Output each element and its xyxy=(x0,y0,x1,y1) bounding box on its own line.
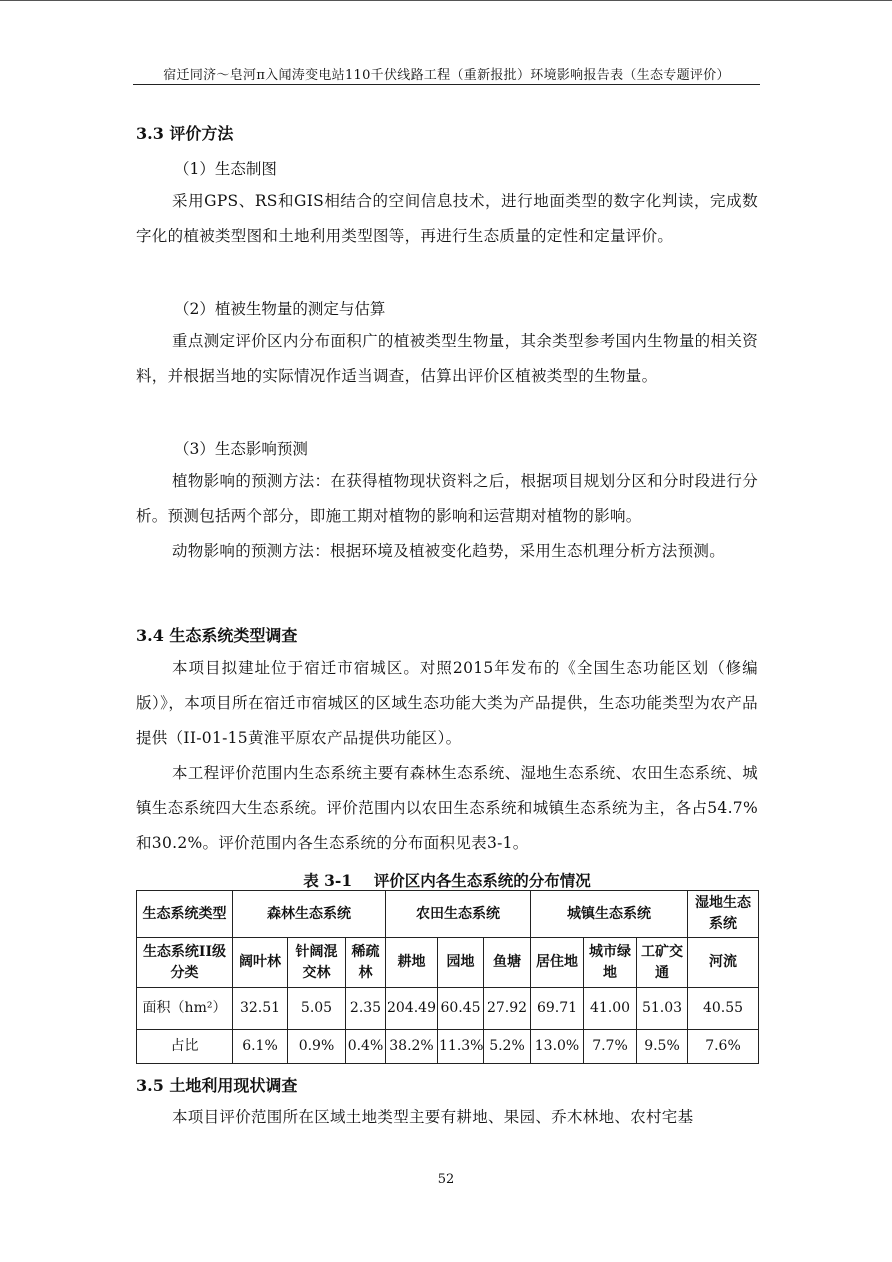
table-header-row-2 xyxy=(137,938,759,988)
table-cell: 7.7% xyxy=(584,1030,637,1064)
page-number: 52 xyxy=(437,1172,455,1187)
table-cell: 13.0% xyxy=(531,1030,584,1064)
section-3-4-title: 3.4 生态系统类型调查 xyxy=(136,626,298,645)
header-cell: 阔叶林 xyxy=(233,938,288,988)
header-cell: 稀疏林 xyxy=(346,938,386,988)
subheading-impact-prediction: （3）生态影响预测 xyxy=(174,440,308,458)
table-header-row-1 xyxy=(137,891,759,938)
header-cell: 城市绿地 xyxy=(584,938,637,988)
header-cell: 鱼塘 xyxy=(484,938,531,988)
row-label-area: 面积（hm²） xyxy=(137,988,233,1030)
paragraph-mapping: 采用GPS、RS和GIS相结合的空间信息技术，进行地面类型的数字化判读，完成数字化的植被类型图和土地利用类型图等，再进行生态质量的定性和定量评价。 xyxy=(136,192,758,245)
table-cell: 69.71 xyxy=(531,988,584,1030)
header-cell: 居住地 xyxy=(531,938,584,988)
top-border xyxy=(0,0,892,1)
table-cell: 60.45 xyxy=(438,988,484,1030)
paragraph-land-use: 本项目评价范围所在区域土地类型主要有耕地、果园、乔木林地、农村宅基 xyxy=(172,1108,694,1126)
table-row-area xyxy=(137,988,759,1030)
paragraph-plant-impact: 植物影响的预测方法：在获得植物现状资料之后，根据项目规划分区和分时段进行分析。预测包括两个部分，即施工期对植物的影响和运营期对植物的影响。 xyxy=(136,472,758,525)
paragraph-biomass: 重点测定评价区内分布面积广的植被类型生物量，其余类型参考国内生物量的相关资料，并根据当地的实际情况作适当调查，估算出评价区植被类型的生物量。 xyxy=(136,332,758,385)
paragraph-location: 本项目拟建址位于宿迁市宿城区。对照2015年发布的《全国生态功能区划（修编版）》，本项目所在宿迁市宿城区的区域生态功能大类为产品提供，生态功能类型为农产品提供（II-01-15黄淮平原农产品提供功能区）。 xyxy=(136,659,758,747)
table-cell: 5.2% xyxy=(484,1030,531,1064)
table-caption: 表 3-1 评价区内各生态系统的分布情况 xyxy=(303,871,591,890)
table-cell: 40.55 xyxy=(688,988,759,1030)
table-cell: 0.4% xyxy=(346,1030,386,1064)
table-cell: 9.5% xyxy=(637,1030,688,1064)
table-cell: 7.6% xyxy=(688,1030,759,1064)
table-cell: 0.9% xyxy=(288,1030,346,1064)
paragraph-ecosystem-types: 本工程评价范围内生态系统主要有森林生态系统、湿地生态系统、农田生态系统、城镇生态系统四大生态系统。评价范围内以农田生态系统和城镇生态系统为主，各占54.7%和30.2%。评价范围内各生态系统的分布面积见表3-1。 xyxy=(136,764,758,852)
paragraph-animal-impact: 动物影响的预测方法：根据环境及植被变化趋势，采用生态机理分析方法预测。 xyxy=(172,542,726,560)
header-urban-ecosystem: 城镇生态系统 xyxy=(531,891,688,938)
header-farmland-ecosystem: 农田生态系统 xyxy=(386,891,531,938)
table-cell: 6.1% xyxy=(233,1030,288,1064)
table-cell: 41.00 xyxy=(584,988,637,1030)
header-level2-classification: 生态系统II级分类 xyxy=(137,938,233,988)
table-cell: 27.92 xyxy=(484,988,531,1030)
row-label-ratio: 占比 xyxy=(137,1030,233,1064)
header-forest-ecosystem: 森林生态系统 xyxy=(233,891,386,938)
table-cell: 32.51 xyxy=(233,988,288,1030)
table-row-ratio xyxy=(137,1030,759,1064)
subheading-ecological-mapping: （1）生态制图 xyxy=(174,160,277,178)
table-cell: 51.03 xyxy=(637,988,688,1030)
header-rule xyxy=(133,84,760,85)
table-cell: 38.2% xyxy=(386,1030,438,1064)
header-cell: 耕地 xyxy=(386,938,438,988)
table-cell: 2.35 xyxy=(346,988,386,1030)
section-3-3-title: 3.3 评价方法 xyxy=(136,124,234,143)
table-cell: 11.3% xyxy=(438,1030,484,1064)
header-cell: 园地 xyxy=(438,938,484,988)
header-wetland-ecosystem: 湿地生态系统 xyxy=(688,891,759,938)
ecosystem-distribution-table xyxy=(136,890,759,1064)
section-3-5-title: 3.5 土地利用现状调查 xyxy=(136,1076,298,1095)
subheading-biomass: （2）植被生物量的测定与估算 xyxy=(174,300,386,318)
header-cell: 针阔混交林 xyxy=(288,938,346,988)
table-cell: 204.49 xyxy=(386,988,438,1030)
header-cell: 工矿交通 xyxy=(637,938,688,988)
header-ecosystem-type: 生态系统类型 xyxy=(137,891,233,938)
table-cell: 5.05 xyxy=(288,988,346,1030)
page-header: 宿迁同济～皂河π入闻涛变电站110千伏线路工程（重新报批）环境影响报告表（生态专题评价） xyxy=(163,68,730,83)
header-cell: 河流 xyxy=(688,938,759,988)
